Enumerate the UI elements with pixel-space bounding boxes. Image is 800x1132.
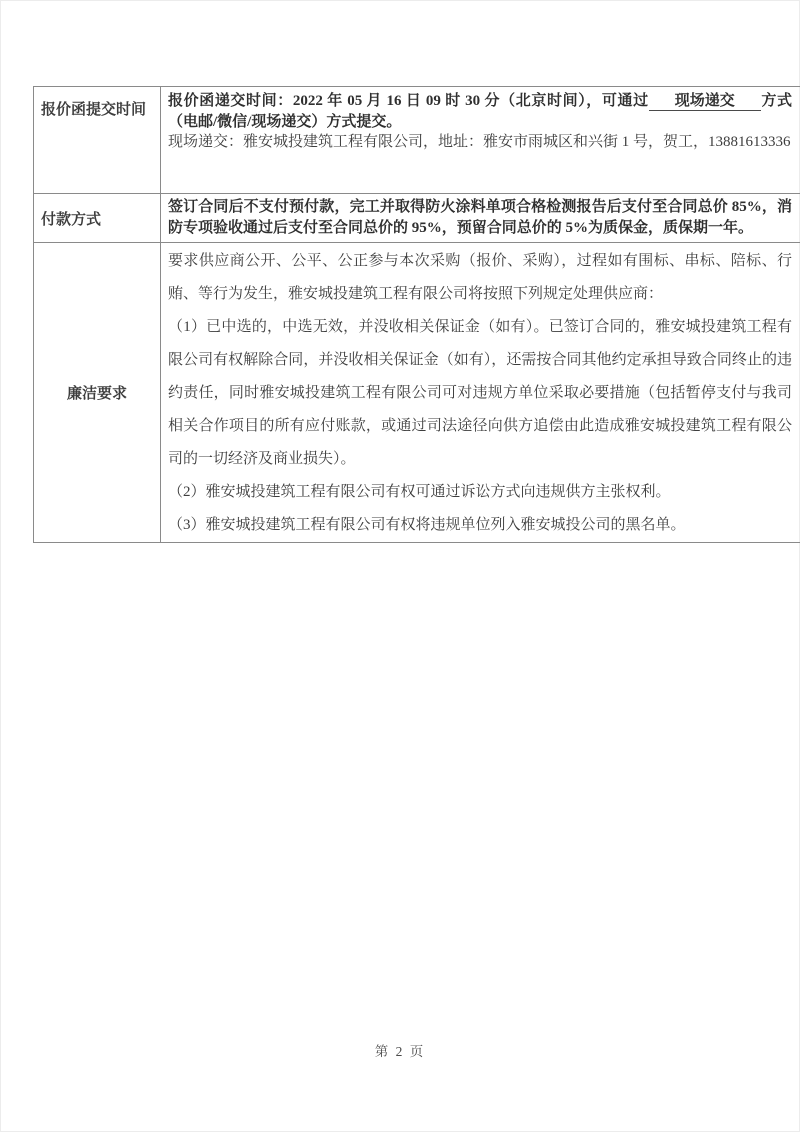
payment-terms-text: 签订合同后不支付预付款，完工并取得防火涂料单项合格检测报告后支付至合同总价 85%，消防专项验收通过后支付至合同总价的 95%，预留合同总价的 5%为质保金，质保期一年。	[168, 199, 792, 236]
integrity-paragraph-clause-2: （2）雅安城投建筑工程有限公司有权可通过诉讼方式向违规供方主张权利。	[168, 484, 671, 500]
table-row-integrity-requirements	[34, 243, 800, 543]
submission-time-prefix: 报价函递交时间：2022 年 05 月 16 日 09 时 30 分（北京时间），可通过	[168, 93, 649, 109]
row-content-cell	[161, 243, 800, 543]
row-label-cell	[34, 243, 161, 543]
table-row-submission-time	[34, 87, 800, 194]
integrity-paragraph-clause-1: （1）已中选的，中选无效，并没收相关保证金（如有）。已签订合同的，雅安城投建筑工程有限公司有权解除合同，并没收相关保证金（如有），还需按合同其他约定承担导致合同终止的违约责任，同时雅安城投建筑工程有限公司可对违规方单位采取必要措施（包括暂停支付与我司相关合作项目的所有应付账款，或通过司法途径向供方追偿由此造成雅安城投建筑工程有限公司的一切经济及商业损失）。	[168, 319, 792, 467]
table-row-payment-method	[34, 194, 800, 243]
page-number: 第 2 页	[374, 1044, 426, 1059]
row-content-cell	[161, 87, 800, 194]
submission-time-line	[168, 91, 792, 132]
row-label-integrity-requirements: 廉洁要求	[66, 386, 127, 402]
delivery-method-value: 现场递交	[674, 93, 735, 109]
integrity-paragraph-clause-3: （3）雅安城投建筑工程有限公司有权将违规单位列入雅安城投公司的黑名单。	[168, 517, 686, 533]
submission-time-suffix: 方式（电邮/微信/现场递交）方式提交。	[168, 93, 792, 130]
delivery-method-blank	[649, 93, 761, 111]
page-footer	[0, 1040, 800, 1060]
info-table	[33, 86, 800, 543]
delivery-address-line: 现场递交：雅安城投建筑工程有限公司，地址：雅安市雨城区和兴街 1 号，贺工，13881613336	[168, 134, 791, 150]
integrity-paragraph-intro: 要求供应商公开、公平、公正参与本次采购（报价、采购），过程如有围标、串标、陪标、行贿、等行为发生，雅安城投建筑工程有限公司将按照下列规定处理供应商：	[168, 253, 792, 302]
row-label-payment-method: 付款方式	[41, 211, 102, 228]
row-content-cell	[161, 194, 800, 243]
row-label-cell	[34, 194, 161, 243]
row-label-cell	[34, 87, 161, 194]
row-label-submission-time: 报价函提交时间	[41, 102, 147, 118]
